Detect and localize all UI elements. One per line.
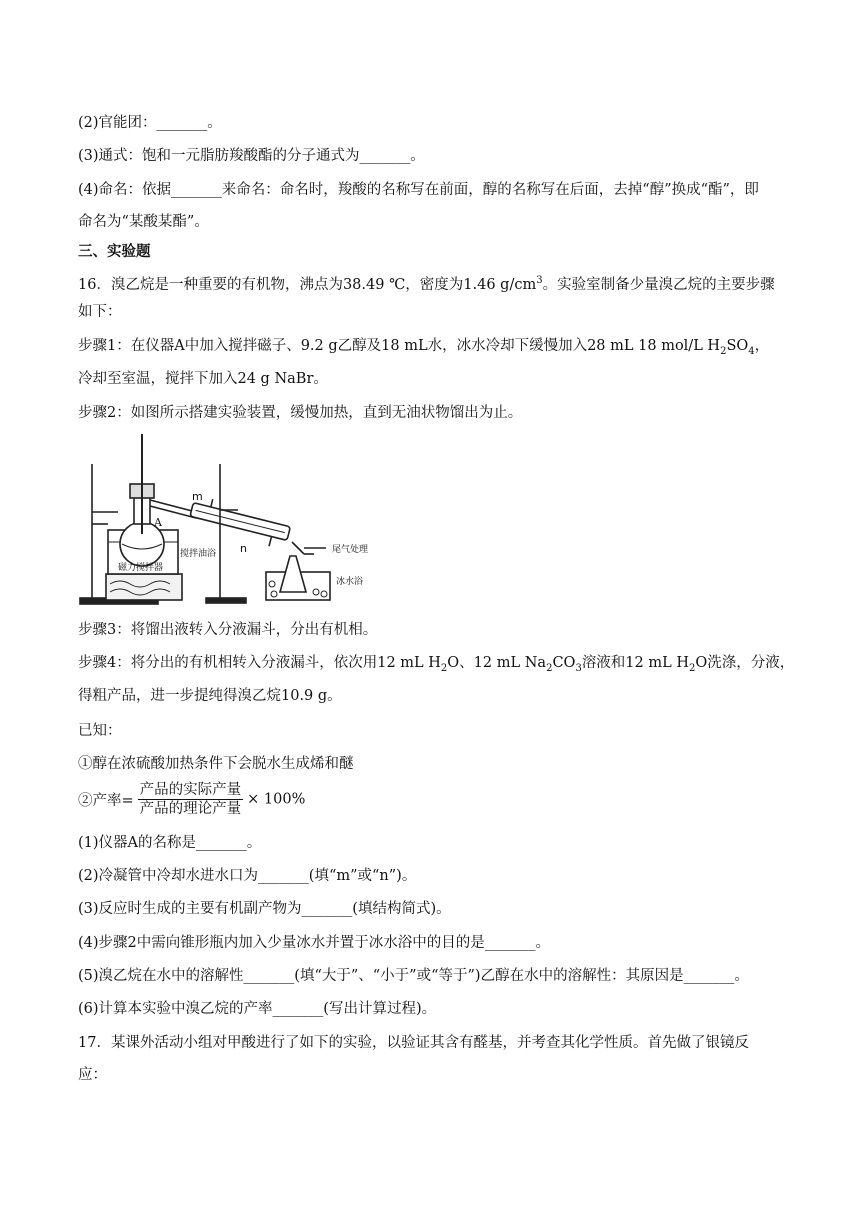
step-2: 步骤2：如图所示搭建实验装置，缓慢加热，直到无油状物馏出为止。 bbox=[78, 405, 523, 421]
label-ice-bath: 冰水浴 bbox=[336, 577, 364, 587]
line-naming-cont: 命名为“某酸某酯”。 bbox=[78, 214, 209, 230]
q17-intro-cont: 应： bbox=[78, 1067, 107, 1083]
question-1: (1)仪器A的名称是_______。 bbox=[78, 835, 262, 851]
q17-intro: 17．某课外活动小组对甲酸进行了如下的实验，以验证其含有醛基，并考查其化学性质。首先做了银镜反 bbox=[78, 1035, 749, 1051]
label-A: A bbox=[154, 516, 162, 529]
step-1-cont: 冷却至室温，搅拌下加入24 g NaBr。 bbox=[78, 371, 328, 387]
q16-intro-cont: 如下： bbox=[78, 304, 122, 320]
known-2-formula: ②产率= $\frac{\text{产品的实际产量}}{\text{产品的理论产量}}$ × 100% bbox=[78, 782, 306, 817]
yield-fraction: $\frac{\text{产品的实际产量}}{\text{产品的理论产量}}$ bbox=[139, 782, 242, 817]
known-1: ①醇在浓硫酸加热条件下会脱水生成烯和醚 bbox=[78, 756, 354, 772]
q16-intro: 16．溴乙烷是一种重要的有机物，沸点为38.49 ℃，密度为1.46 $g/cm^3$。实验室制备少量溴乙烷的主要步骤 bbox=[78, 275, 775, 293]
step-4: 步骤4：将分出的有机相转入分液漏斗，依次用12 mL $H_2O$、12 mL $Na_2CO_3$溶液和12 mL $H_2O$洗涤，分液， bbox=[78, 655, 795, 674]
apparatus-figure bbox=[78, 434, 378, 606]
section-heading: 三、实验题 bbox=[78, 244, 151, 260]
step-4-cont: 得粗产品，进一步提纯得溴乙烷10.9 g。 bbox=[78, 688, 342, 704]
label-n: n bbox=[240, 542, 247, 555]
question-5: (5)溴乙烷在水中的溶解性_______(填“大于”、“小于”或“等于”)乙醇在水中的溶解性：其原因是_______。 bbox=[78, 968, 749, 984]
line-general-formula: (3)通式：饱和一元脂肪羧酸酯的分子通式为_______。 bbox=[78, 148, 425, 164]
label-gas-treatment: 尾气处理 bbox=[332, 545, 369, 555]
question-4: (4)步骤2中需向锥形瓶内加入少量冰水并置于冰水浴中的目的是_______。 bbox=[78, 935, 551, 951]
label-oil-bath: 搅拌油浴 bbox=[180, 549, 217, 559]
step-3: 步骤3：将馏出液转入分液漏斗，分出有机相。 bbox=[78, 622, 378, 638]
question-3: (3)反应时生成的主要有机副产物为_______(填结构简式)。 bbox=[78, 901, 451, 917]
label-m: m bbox=[192, 490, 203, 503]
question-6: (6)计算本实验中溴乙烷的产率_______(写出计算过程)。 bbox=[78, 1001, 437, 1017]
line-functional-group: (2)官能团：_______。 bbox=[78, 115, 222, 131]
known-heading: 已知： bbox=[78, 723, 122, 739]
label-stirrer: 磁力搅拌器 bbox=[118, 563, 164, 573]
step-1: 步骤1：在仪器A中加入搅拌磁子、9.2 g乙醇及18 mL水，冰水冷却下缓慢加入28 mL 18 mol/L $H_2SO_4$， bbox=[78, 338, 770, 357]
line-naming: (4)命名：依据_______来命名：命名时，羧酸的名称写在前面，醇的名称写在后面，去掉“醇”换成“酯”，即 bbox=[78, 182, 759, 198]
question-2: (2)冷凝管中冷却水进水口为_______(填“m”或“n”)。 bbox=[78, 868, 417, 884]
